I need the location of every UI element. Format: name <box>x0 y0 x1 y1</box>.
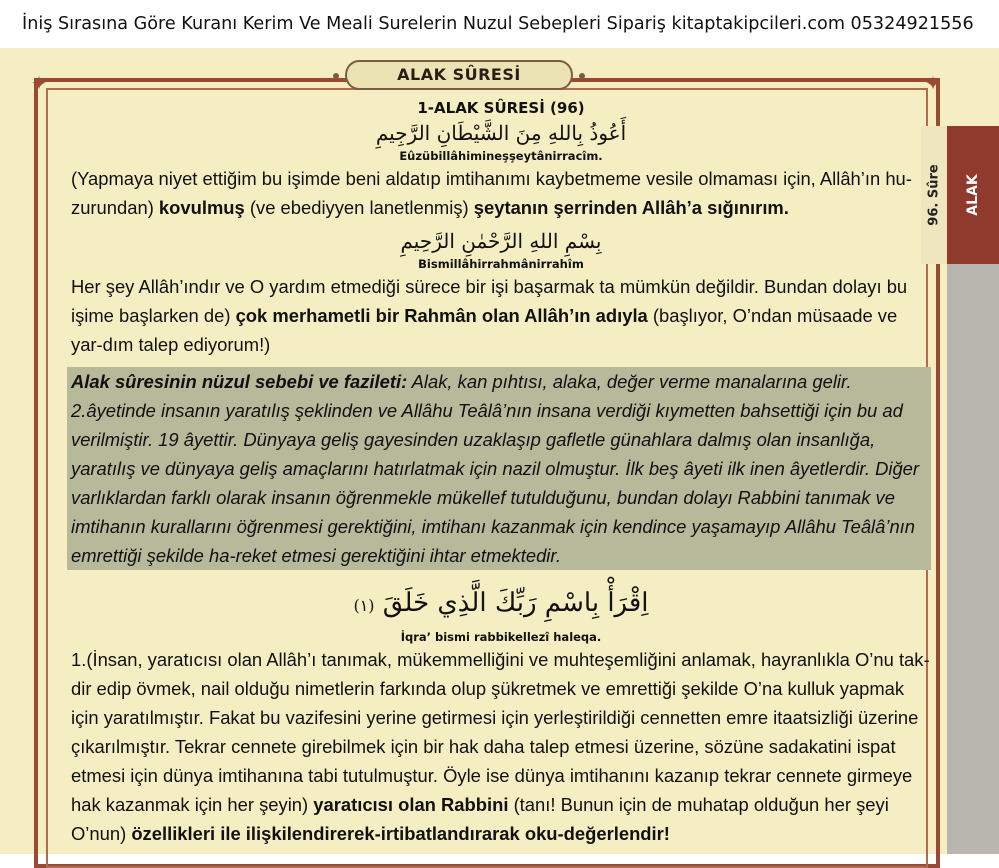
istiaze-arabic: أَعُوذُ بِاللهِ مِنَ الشَّيْطَانِ الرَّجِيمِ <box>375 121 627 145</box>
corner-ornament-icon: ✦ <box>30 71 48 95</box>
besmele-arabic: بِسْمِ اللهِ الرَّحْمٰنِ الرَّحِيمِ <box>400 229 602 253</box>
ayah-1-meaning: 1.(İnsan, yaratıcısı olan Allâh’ı tanımak, mükemmelliğini ve muhteşemliğini anlamak, hayranlıkla O’nu tak-dir edip övmek, nail olduğu nimetlerin farkında olup şükretmek ve emrettiği şekilde O’na kulluk yapmak için yaratılmıştır. Fakat bu vazifesini yerine getirmesi için yerleştirildiği cennetten emre itaatsizliği üzerine çıkarılmıştır. Tekrar cennete girebilmek için bir hak daha talep etmesi üzerine, sözüne sadakatini ispat etmesi için dünya imtihanına tabi tutulmuştur. Öyle ise dünya imtihanını kazanıp tekrar cennete girmeye hak kazanmak için her şeyin) yaratıcısı olan Rabbini (tanı! Bunun için de muhatap olduğun her şeyi O’nun) özellikleri ile ilişkilendirerek-irtibatlandırarak oku-değerlendir! <box>71 649 930 844</box>
ayah-1-transliteration: İqra’ bismi rabbikellezî haleqa. <box>400 630 602 644</box>
top-banner: İniş Sırasına Göre Kuranı Kerim Ve Meali Surelerin Nuzul Sebepleri Sipariş kitaptakipcileri.com 05324921556 <box>0 0 999 48</box>
surah-title-tab: ALAK SÛRESİ <box>345 60 573 90</box>
section-heading: 1-ALAK SÛRESİ (96) <box>417 99 585 117</box>
page-edge-strip <box>947 264 999 854</box>
surah-number-label: 96. Sûre <box>926 164 942 226</box>
corner-ornament-icon: ✦ <box>924 71 942 95</box>
besmele-meaning: Her şey Allâh’ındır ve O yardım etmediği sürece bir işi başarmak ta mümkün değildir. Bundan dolayı bu işime başlarken de) çok merhametli bir Rahmân olan Allâh’ın adıyla (başlıyor, O’ndan müsaade ve yar-dım talep ediyorum!) <box>71 276 908 355</box>
istiaze-meaning: (Yapmaya niyet ettiğim bu işimde beni aldatıp imtihanımı kaybetmeme vesile olmaması için, Allâh’ın hu-zurundan) kovulmuş (ve ebediyyen lanetlenmiş) şeytanın şerrinden Allâh’a sığınırım. <box>71 168 912 218</box>
nuzul-paragraph: Alak sûresinin nüzul sebebi ve fazileti: Alak, kan pıhtısı, alaka, değer verme manalarına gelir. 2.âyetinde insanın yaratılış şeklinden ve Allâhu Teâlâ’nın insana verdiği kıymetten bahsettiği için bu ad verilmiştir. 19 âyettir. Dünyaya geliş gayesinden uzaklaşıp gafletle günahlara dalmış olan insanlığa, yaratılış ve dünyaya geliş amaçlarını hatırlatmak için nazil olmuştur. İlk beş âyeti ilk inen âyetlerdir. Diğer varlıklardan farklı olarak insanın öğrenmekle mükellef tutulduğunu, bundan dolayı Rabbini tanımak ve imtihanın kurallarını öğrenmesi gerektiğini, imtihanı kazanmak için kendince yaşamayıp Allâhu Teâlâ’nın emrettiği şekilde ha-reket etmesi gerektiğini ihtar etmektedir. <box>67 367 931 570</box>
ayah-1-arabic: اِقْرَأْ بِاسْمِ رَبِّكَ الَّذِي خَلَقَ (١) <box>353 588 649 618</box>
surah-side-label: ALAK <box>965 174 981 216</box>
ayah-number: (١) <box>353 596 375 615</box>
besmele-transliteration: Bismillâhirrahmânirrahîm <box>418 257 584 271</box>
surah-side-tab <box>947 126 999 264</box>
page-content <box>71 94 931 848</box>
istiaze-transliteration: Eûzübillâhimineşşeytânirracîm. <box>399 149 603 163</box>
book-page <box>0 48 999 854</box>
